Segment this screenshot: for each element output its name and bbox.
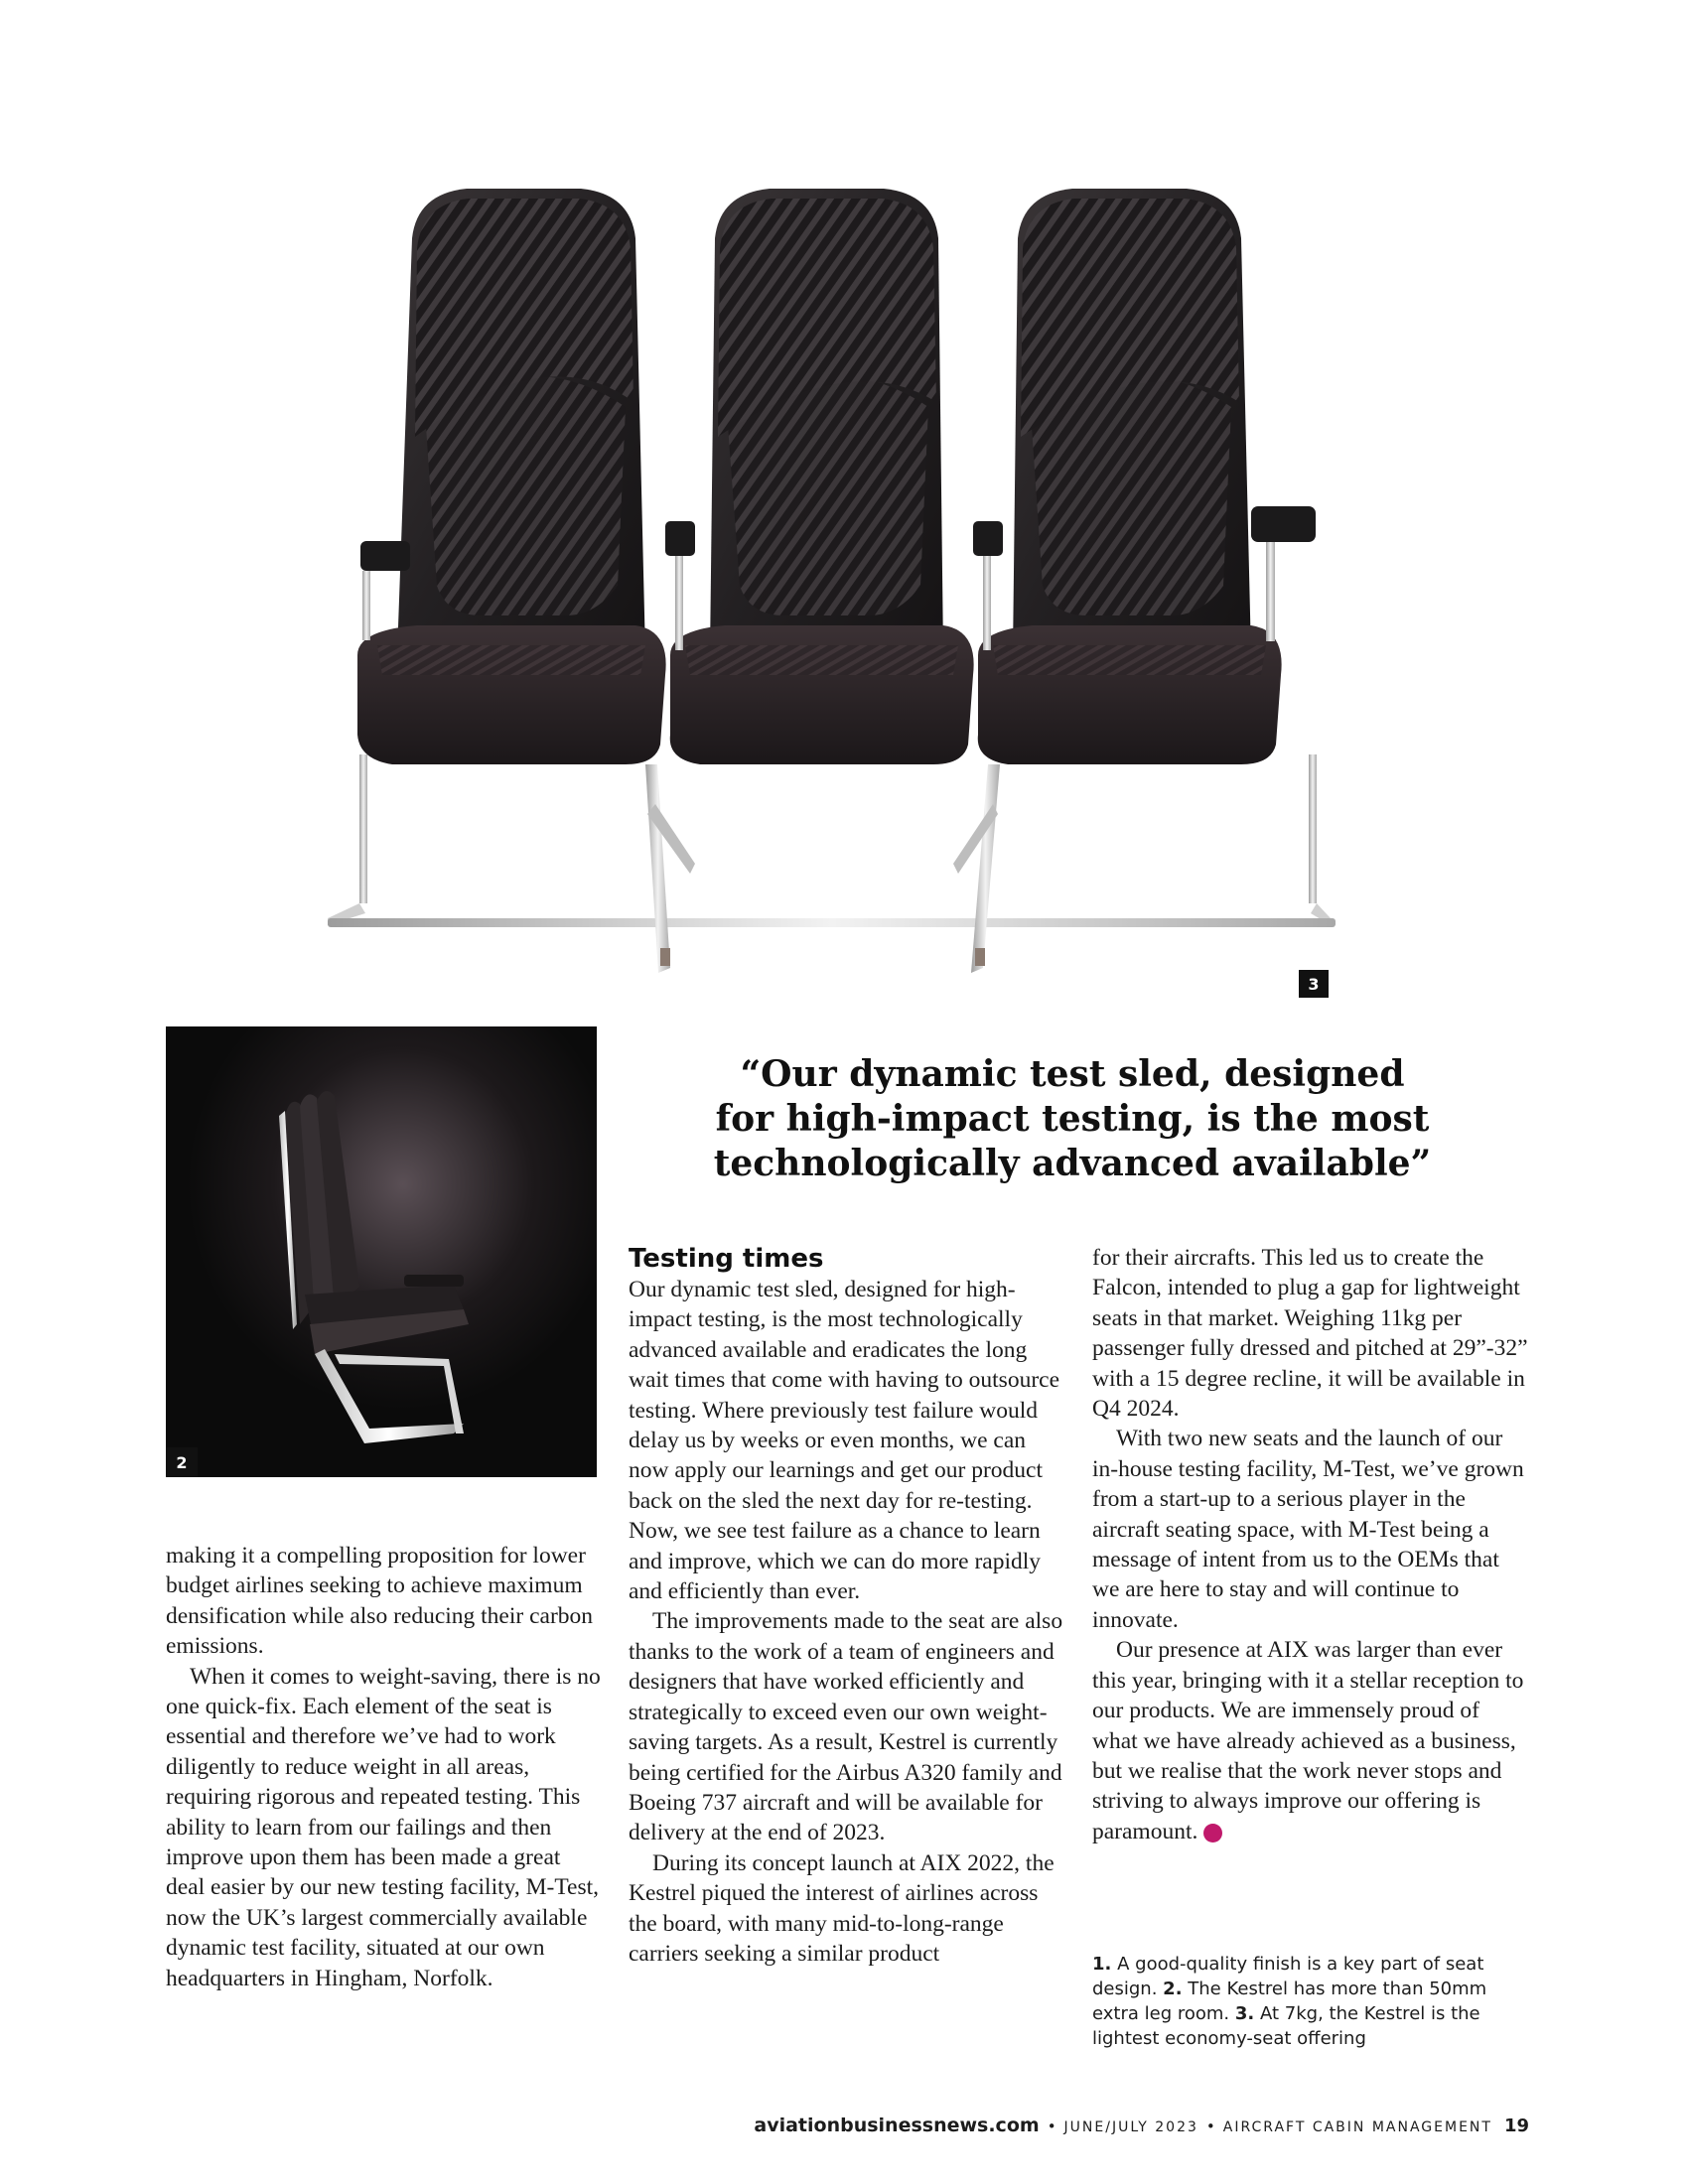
end-mark-icon: C — [1203, 1824, 1222, 1843]
paragraph: making it a compelling proposition for lower budget airlines seeking to achieve maximum densification while also reducing their carbon emissions. — [166, 1543, 594, 1660]
body-column-2 — [629, 1243, 1065, 1969]
section-subhead: Testing times — [629, 1244, 824, 1274]
body-column-1 — [166, 1541, 603, 1993]
side-seat-illustration — [166, 1026, 597, 1477]
pull-quote — [695, 1052, 1450, 1186]
caption-text: A good-quality finish is a key part of seat design. — [1092, 1954, 1484, 1999]
caption-number: 1. — [1092, 1954, 1112, 1975]
page-footer — [695, 2115, 1529, 2136]
paragraph: When it comes to weight-saving, there is no one quick-fix. Each element of the seat is essential and therefore we’ve had to work diligently to reduce weight in all areas, requiring rigorous and repeated testing. This ability to learn from our failings and then improve upon them has been made a great deal easier by our new testing facility, M-Test, now the UK’s largest commercially available dynamic test facility, situated at our own headquarters in Hingham, Norfolk. — [166, 1663, 601, 1991]
hero-seat-photo — [298, 179, 1370, 1003]
caption-text: The Kestrel has more than 50mm extra leg room. — [1092, 1979, 1487, 2024]
seat-left — [357, 189, 666, 764]
pull-quote-line: “Our dynamic test sled, designed — [740, 1053, 1405, 1095]
footer-site: aviationbusinessnews.com — [754, 2115, 1040, 2136]
hero-photo-number: 3 — [1299, 970, 1329, 998]
paragraph: Our presence at AIX was larger than ever this year, bringing with it a stellar reception to our products. We are immensely proud of what we have already achieved as a business, but we realise that the work never stops and striving to always improve our offering is paramount. — [1092, 1637, 1524, 1844]
paragraph-final — [1092, 1635, 1529, 1846]
paragraph: Our dynamic test sled, designed for high-impact testing, is the most technologically advanced available and eradicates the long wait times that come with having to outsource testing. Where previously test failure would delay us by weeks or even months, we can now apply our learnings and get our product back on the sled the next day for re-testing. Now, we see test failure as a chance to learn and improve, which we can do more rapidly and efficiently than ever. — [629, 1277, 1060, 1605]
footer-separator: • — [1047, 2117, 1056, 2135]
paragraph: With two new seats and the launch of our in-house testing facility, M-Test, we’ve grown from a start-up to a serious player in the aircraft seating space, with M-Test being a message of intent from us to the OEMs that we are here to stay and will continue to innovate. — [1092, 1426, 1524, 1633]
footer-publication: AIRCRAFT CABIN MANAGEMENT — [1222, 2119, 1492, 2135]
paragraph: for their aircrafts. This led us to create the Falcon, intended to plug a gap for lightweight seats in that market. Weighing 11kg per passenger fully dressed and pitched at 29”-32” with a 15 degree recline, it will be available in Q4 2024. — [1092, 1245, 1528, 1423]
paragraph: During its concept launch at AIX 2022, the Kestrel piqued the interest of airlines across the board, with many mid-to-long-range carriers seeking a similar product — [629, 1849, 1055, 1967]
seat-middle — [665, 189, 974, 764]
side-photo-number: 2 — [166, 1447, 198, 1477]
pull-quote-line: technologically advanced available” — [713, 1143, 1432, 1184]
pull-quote-line: for high-impact testing, is the most — [715, 1098, 1430, 1140]
footer-date: JUNE/JULY 2023 — [1063, 2119, 1198, 2135]
caption-number: 3. — [1234, 2003, 1255, 2024]
photo-captions — [1092, 1952, 1509, 2051]
caption-number: 2. — [1163, 1979, 1183, 1999]
side-seat-photo — [166, 1026, 597, 1477]
footer-separator: • — [1205, 2117, 1215, 2135]
body-column-3 — [1092, 1243, 1529, 1846]
paragraph: The improvements made to the seat are also thanks to the work of a team of engineers and designers that have worked efficiently and strategically to exceed even our own weight-saving targets. As a result, Kestrel is currently being certified for the Airbus A320 family and Boeing 737 aircraft and will be available for delivery at the end of 2023. — [629, 1608, 1063, 1846]
seat-frame — [328, 754, 1336, 973]
seat-right — [973, 189, 1316, 764]
caption-text: At 7kg, the Kestrel is the lightest economy-seat offering — [1092, 2003, 1480, 2049]
page-number: 19 — [1503, 2116, 1529, 2136]
